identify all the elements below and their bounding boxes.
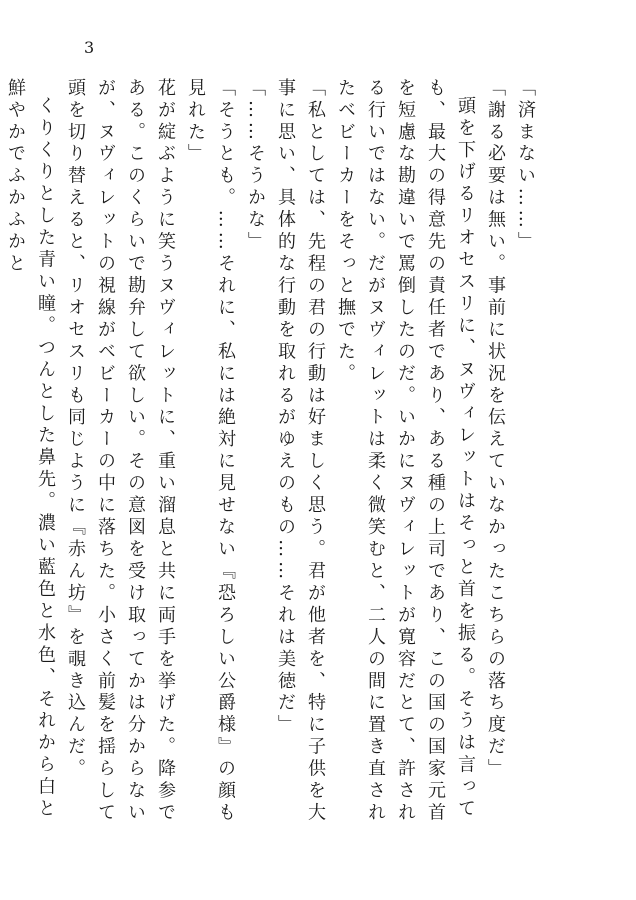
paragraph: 「私としては、先程の君の行動は好ましく思う。君が他者を、特に子供を大事に思い、具体的な行動を取れるがゆえのもの……それは美徳だ」 <box>275 78 326 825</box>
paragraph: くりくりとした青い瞳。つんとした鼻先。濃い藍色と水色、それから白と鮮やかでふかふかと <box>5 78 56 821</box>
paragraph: 「済まない……」 <box>515 78 536 254</box>
novel-body-text <box>5 78 540 838</box>
paragraph: 頭を下げるリオセスリに、ヌヴィレットはそっと首を振る。そうは言っても、最大の得意先の責任者であり、ある種の上司であり、この国の国家元首を短慮な勘違いで罵倒したのだ。いかにヌヴィレットが寛容だとて、許される行いではない。だがヌヴィレットは柔く微笑むと、二人の間に置き直されたベビーカーをそっと撫でた。 <box>335 78 476 825</box>
paragraph: 「謝る必要は無い。事前に状況を伝えていなかったこちらの落ち度だ」 <box>485 78 506 781</box>
paragraph: 花が綻ぶように笑うヌヴィレットに、重い溜息と共に両手を挙げた。降参である。このくらいで勘弁して欲しい。その意図を受け取ってかは分からないが、ヌヴィレットの視線がベビーカーの中に落ちた。小さく前髪を揺らして頭を切り替えると、リオセスリも同じように『赤ん坊』を覗き込んだ。 <box>65 78 176 825</box>
paragraph: 「……そうかな」 <box>245 78 266 254</box>
paragraph: 「そうとも。……それに、私には絶対に見せない『恐ろしい公爵様』の顔も見れた」 <box>185 78 236 825</box>
page-number: 3 <box>84 38 95 57</box>
